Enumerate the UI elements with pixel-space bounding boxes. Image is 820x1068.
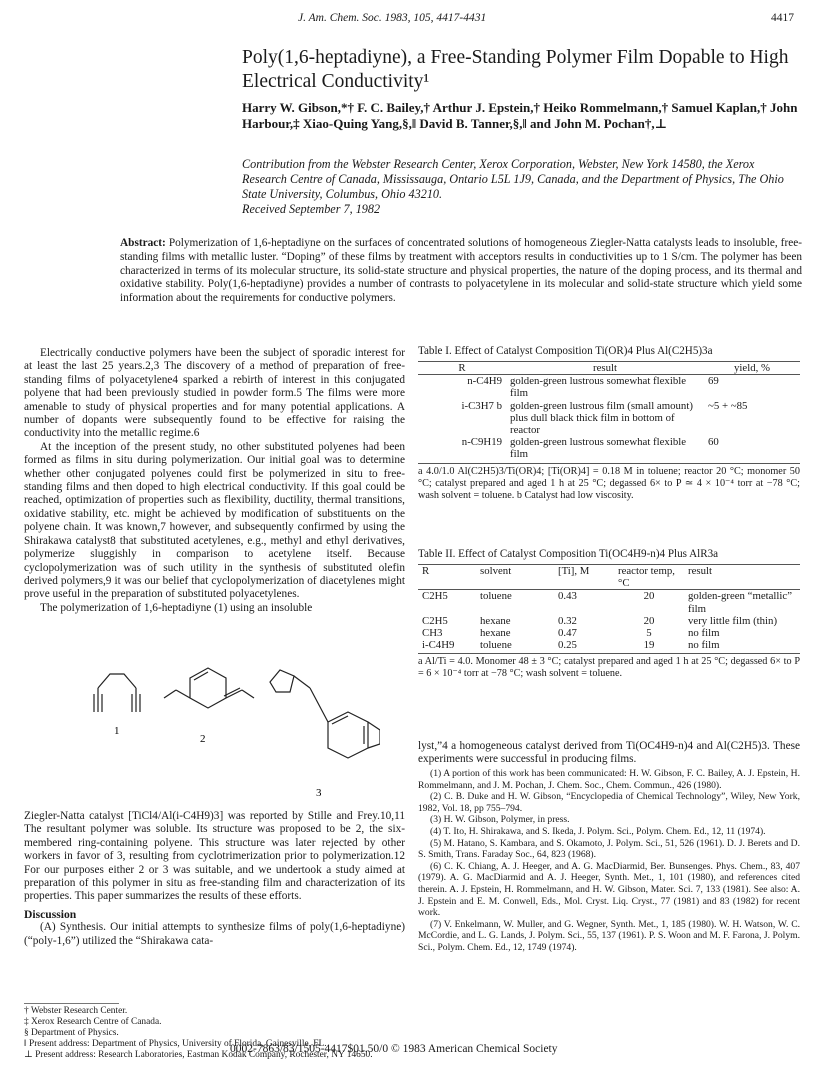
paragraph: Ziegler-Natta catalyst [TiCl4/Al(i-C4H9)3] was reported by Stille and Frey.10,11 The resultant polymer was soluble. Its structure was proposed to be 2, the six-membered ring-containing polyene. This structure was later rejected by other workers in favor of 3, resulting from cyclotrimerization prior to polymerization.12 For our purposes either 2 or 3 was suitable, and we undertook a study aimed at preparation of this polymer in situ as free-standing film and characterization of its properties. This paper summarizes the results of these efforts. — [24, 810, 405, 903]
table-cell: i-C3H7 b — [461, 399, 502, 412]
table-header-cell: R — [458, 362, 466, 374]
compound-label-2: 2 — [200, 733, 206, 745]
table-cell: C2H5 — [422, 614, 448, 627]
body-right-continued: lyst,”4 a homogeneous catalyst derived from Ti(OC4H9-n)4 and Al(C2H5)3. These experiments were successful in producing films. — [418, 740, 800, 766]
footnote: † Webster Research Center. — [24, 1006, 128, 1016]
table-cell: 19 — [643, 639, 655, 652]
table-cell: very little film (thin) — [688, 614, 778, 627]
table-cell: no film — [688, 639, 720, 652]
page-footer: 0002-7863/83/1505-4417$01.50/0 © 1983 American Chemical Society — [230, 1043, 558, 1055]
abstract-label: Abstract: — [120, 237, 166, 249]
table-1-caption: Table I. Effect of Catalyst Composition Ti(OR)4 Plus Al(C2H5)3a — [418, 345, 713, 357]
author-list: Harry W. Gibson,*† F. C. Bailey,† Arthur J. Epstein,† Heiko Rommelmann,† Samuel Kaplan,† John Harbour,‡ Xiao-Quing Yang,§,ǁ David B. Tanner,§,ǁ and John M. Pochan†,⊥ — [242, 100, 798, 131]
structure-1 — [94, 674, 140, 712]
table-header-cell: yield, % — [734, 362, 770, 374]
table-row — [418, 639, 800, 651]
table-row — [418, 627, 800, 639]
structure-2 — [164, 668, 254, 708]
table-cell: golden-green lustrous film (small amount) plus dull black thick film in bottom of reactor — [510, 399, 693, 437]
table-cell: 0.43 — [558, 590, 577, 603]
table-cell: 20 — [643, 614, 655, 627]
table-cell: i-C4H9 — [422, 639, 455, 652]
table-rule — [418, 653, 800, 654]
page-number: 4417 — [771, 12, 794, 24]
structure-3 — [270, 670, 380, 758]
table-cell: no film — [688, 627, 720, 640]
table-cell: n-C4H9 — [467, 375, 502, 388]
reference: (6) C. K. Chiang, A. J. Heeger, and A. G. MacDiarmid, Ber. Bunsenges. Phys. Chem., 83, 407 (1979). A. G. MacDiarmid and A. J. Heeger, Synth. Met., 1, 101 (1980), and references cited therein. A. J. Epstein, H. Rommelmann, and H. W. Gibson, Mater. Sci. 7, 133 (1981). See also: A. J. Epstein and E. M. Conwell, Eds., Mol. Cryst. Liq. Cryst., 77 (1981) and 83 (1982) for recent work. — [418, 860, 800, 919]
reference: (3) H. W. Gibson, Polymer, in press. — [430, 814, 570, 826]
reference: (1) A portion of this work has been communicated: H. W. Gibson, F. C. Bailey, A. J. Epstein, H. Rommelmann, and J. M. Pochan, J. Chem. Soc., Chem. Commun., 426 (1980). — [418, 768, 800, 791]
table-cell: toluene — [480, 639, 512, 652]
body-left-upper — [24, 347, 405, 615]
table-cell: n-C9H19 — [461, 436, 502, 449]
table-cell: golden-green lustrous somewhat flexible film — [510, 375, 687, 400]
reference: (5) M. Hatano, S. Kambara, and S. Okamoto, J. Polym. Sci., 51, 526 (1961). D. J. Berets and D. S. Smith, Trans. Faraday Soc., 64, 823 (1968). — [418, 837, 800, 861]
table-cell: hexane — [480, 627, 511, 640]
received-date: Received September 7, 1982 — [242, 202, 381, 216]
affiliation-block — [242, 157, 797, 217]
table-cell: 5 — [646, 627, 652, 640]
footnote-rule — [24, 1003, 119, 1004]
table-1-body — [418, 375, 800, 460]
table-cell: 69 — [708, 375, 719, 388]
section-heading-discussion: Discussion — [24, 907, 77, 921]
paragraph: At the inception of the present study, no other substituted polyenes had been formed as films in situ during polymerization. Our initial goal was to determine whether other conjugated polyenes could first be polymerized in situ to free-standing films and then doped to high electrical conductivity. If this goal could be reached, optimization of properties such as flexibility, ductility, thermal transitions, oxidative stability, etc. might be achieved by modification of substituents on the polyene chain. It was known,7 however, and subsequently confirmed by using the Shirakawa catalyst8 that substituted acetylenes, e.g., methyl and ethyl derivatives, polymerize sluggishly in comparison to acetylene itself. Because cyclopolymerization was of such utility in the synthesis of substituted olefin derived polymers,9 it was our belief that cyclopolymerization of diacetylenes might prove useful in the preparation of substituted polyacetylenes. — [24, 440, 405, 601]
table-cell: 0.47 — [558, 627, 577, 640]
table-cell: C2H5 — [422, 590, 448, 603]
compound-label-3: 3 — [316, 787, 322, 799]
table-row — [418, 436, 800, 460]
references-list — [418, 768, 800, 954]
table-header-cell: R — [422, 565, 430, 577]
reference: (7) V. Enkelmann, W. Muller, and G. Wegner, Synth. Met., 1, 185 (1980). W. H. Watson, W. C. McCordie, and L. G. Lands, J. Polym. Sci., 55, 137 (1961). P. S. Woon and M. F. Farona, J. Polym. Sci., Polym. Chem. Ed., 12, 1749 (1974). — [418, 918, 800, 953]
table-rule — [418, 463, 800, 464]
table-cell: 20 — [643, 590, 655, 603]
paragraph: Electrically conductive polymers have been the subject of sporadic interest for at least the last 25 years.2,3 The discovery of a method of preparation of free-standing films of polyacetylene4 sparked a rebirth of interest in this conjugated polyene that had been previously studied in powder form.5 The films were more amenable to study of physical properties and for many potential applications. A number of dopants were subsequently found to be effective for raising the conductivity into the metallic regime.6 — [24, 347, 405, 440]
table-header-cell: result — [688, 565, 712, 577]
abstract-text: Polymerization of 1,6-heptadiyne on the surfaces of concentrated solutions of homogeneous Ziegler-Natta catalysts leads to insoluble, free-standing films with metallic luster. “Doping” of these films by treatment with acceptors results in conductivities up to 1 S/cm. The polymer has been characterized in terms of its molecular structure, its solid-state structure and physical properties, the nature of the doping process, and its thermal and oxidative stability. Poly(1,6-heptadiyne) provides a number of contrasts to polyacetylene in its molecular and solid-state structure which yield some information about the requirements for conductive polymers. — [120, 237, 803, 305]
table-cell: toluene — [480, 590, 512, 603]
footnote: § Department of Physics. — [24, 1028, 119, 1038]
reference: (4) T. Ito, H. Shirakawa, and S. Ikeda, J. Polym. Sci., Polym. Chem. Ed., 12, 11 (1974). — [430, 825, 766, 837]
table-cell: CH3 — [422, 627, 443, 640]
table-cell: golden-green “metallic” film — [688, 590, 793, 615]
affiliation: Contribution from the Webster Research Center, Xerox Corporation, Webster, New York 14580, the Xerox Research Centre of Canada, Mississauga, Ontario L5L 1J9, Canada, and the Department of Physics, The Ohio State University, Columbus, Ohio 43210. — [242, 157, 784, 201]
table-2-caption: Table II. Effect of Catalyst Composition Ti(OC4H9-n)4 Plus AlR3a — [418, 548, 719, 560]
journal-citation: J. Am. Chem. Soc. 1983, 105, 4417-4431 — [298, 12, 487, 24]
abstract — [120, 237, 802, 306]
table-cell: 60 — [708, 436, 719, 449]
footnote: ‡ Xerox Research Centre of Canada. — [24, 1017, 162, 1027]
table-header-cell: solvent — [480, 565, 512, 577]
table-1-grid — [418, 362, 800, 374]
table-row — [418, 375, 800, 399]
table-header-row — [418, 565, 800, 589]
table-cell: 0.25 — [558, 639, 577, 652]
table-row — [418, 590, 800, 614]
body-left-lower — [24, 810, 405, 948]
table-cell: hexane — [480, 614, 511, 627]
table-2 — [418, 548, 800, 680]
table-2-grid — [418, 565, 800, 589]
table-cell: 0.32 — [558, 614, 577, 627]
table-row — [418, 615, 800, 627]
article-title: Poly(1,6-heptadiyne), a Free-Standing Polymer Film Dopable to High Electrical Conductivity¹ — [242, 47, 789, 92]
table-2-note: a Al/Ti = 4.0. Monomer 48 ± 3 °C; catalyst prepared and aged 1 h at 25 °C; degassed 6× to P = 6 × 10⁻⁴ torr at −78 °C; wash solvent = toluene. — [418, 656, 800, 680]
table-2-body — [418, 590, 800, 651]
paragraph: (A) Synthesis. Our initial attempts to synthesize films of poly(1,6-heptadiyne) (“poly-1,6”) utilized the “Shirakawa cata- — [24, 921, 405, 947]
table-header-cell: [Ti], M — [558, 565, 590, 577]
table-cell: golden-green lustrous somewhat flexible film — [510, 436, 687, 461]
table-1-note: a 4.0/1.0 Al(C2H5)3/Ti(OR)4; [Ti(OR)4] = 0.18 M in toluene; reactor 20 °C; monomer 50 °C; catalyst prepared and aged 1 h at 25 °C; degassed 6× to P ≃ 4 × 10⁻⁴ torr at −78 °C; wash solvent = toluene. b Catalyst had low viscosity. — [418, 465, 800, 501]
table-row — [418, 400, 800, 437]
chemical-structures-figure — [80, 652, 380, 802]
paragraph: The polymerization of 1,6-heptadiyne (1) using an insoluble — [40, 601, 313, 614]
footnote: ⊥ Present address: Research Laboratories, Eastman Kodak Company, Rochester, NY 14650. — [24, 1050, 373, 1060]
compound-label-1: 1 — [114, 725, 120, 737]
table-header-row — [418, 362, 800, 374]
reference: (2) C. B. Duke and H. W. Gibson, “Encyclopedia of Chemical Technology”, Wiley, New York, 1982, Vol. 18, pp 755–794. — [418, 791, 800, 814]
footnote: ǁ Present address: Department of Physics, University of Florida, Gainesville, FL. — [24, 1039, 327, 1049]
table-header-cell: reactor temp, °C — [618, 565, 675, 590]
table-header-cell: result — [593, 362, 617, 374]
table-1 — [418, 345, 800, 502]
table-cell: ~5 + ~85 — [708, 399, 748, 412]
